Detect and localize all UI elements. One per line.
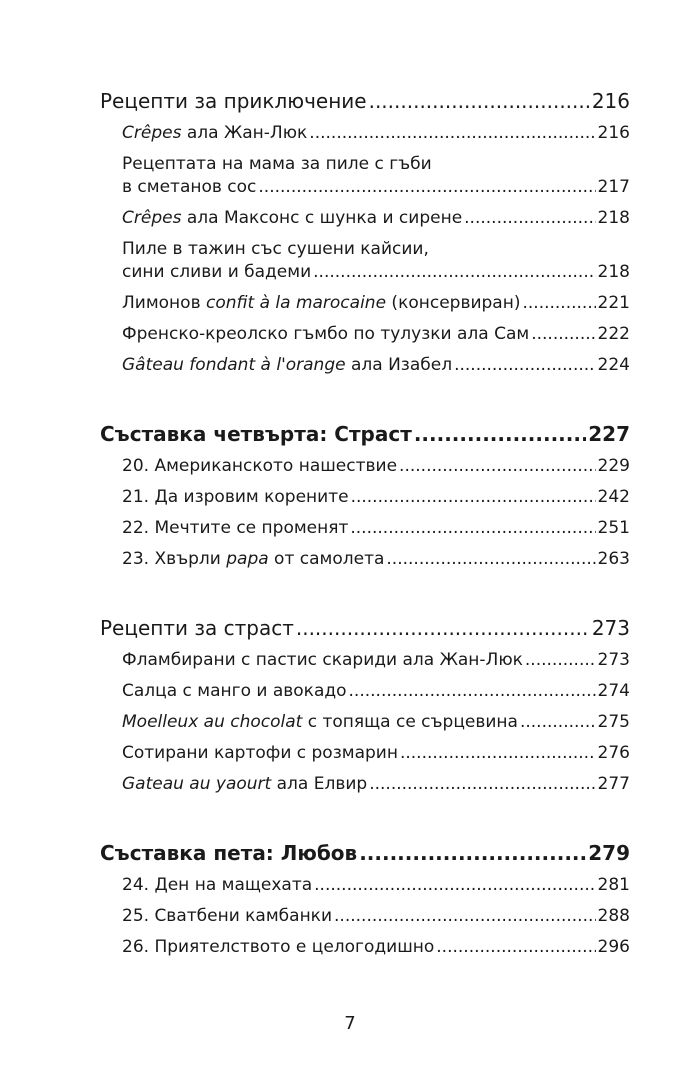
entry-title [122, 323, 529, 346]
entry-title [122, 548, 384, 571]
toc-section [100, 840, 630, 959]
entry-page-number: 222 [597, 324, 630, 344]
entry-title-text: 20. Американското нашествие [122, 456, 398, 476]
dot-leader [313, 261, 595, 284]
entry-title [122, 773, 367, 796]
entry-title-text: сини сливи и бадеми [122, 262, 312, 282]
section-title: Рецепти за страст [100, 616, 294, 640]
entry-list [100, 649, 630, 796]
toc-entry [122, 153, 630, 199]
dot-leader [520, 711, 596, 734]
toc-section [100, 421, 630, 571]
section-title: Рецепти за приключение [100, 89, 367, 113]
entry-page-number: 263 [597, 549, 630, 569]
entry-title-text: Салца с манго и авокадо [122, 681, 347, 701]
entry-title-italic: Gateau au yaourt [122, 774, 272, 794]
dot-leader [359, 840, 586, 866]
entry-title-text: Френско-креолско гъмбо по тулузки ала Сам [122, 324, 530, 344]
entry-title [122, 292, 520, 315]
entry-page-number: 217 [597, 177, 630, 197]
page-number: 7 [344, 1013, 356, 1034]
entry-title-text: 25. Сватбени камбанки [122, 906, 333, 926]
entry-title [122, 261, 311, 284]
dot-leader [454, 354, 595, 377]
toc-section [100, 88, 630, 377]
entry-page-number: 221 [597, 293, 630, 313]
entry-page-number: 281 [597, 875, 630, 895]
entry-title-line: Рецептата на мама за пиле с гъби [122, 154, 432, 174]
toc-entry [122, 548, 630, 571]
entry-title-text: ала Елвир [271, 774, 368, 794]
entry-title [122, 649, 523, 672]
toc-entry [122, 354, 630, 377]
entry-title-text: с топяща се сърцевина [302, 712, 518, 732]
dot-leader [414, 421, 586, 447]
entry-title [122, 905, 332, 928]
entry-list [100, 455, 630, 571]
entry-title-text: в сметанов сос [122, 177, 257, 197]
entry-title-text: Фламбирани с пастис скариди ала Жан-Люк [122, 650, 523, 670]
entry-page-number: 229 [597, 456, 630, 476]
toc-entry [122, 874, 630, 897]
section-heading [100, 615, 630, 641]
dot-leader [351, 486, 596, 509]
entry-title-line: Пиле в тажин със сушени кайсии, [122, 239, 429, 259]
entry-title-text: 21. Да изровим корените [122, 487, 349, 507]
toc-entry [122, 742, 630, 765]
dot-leader [309, 122, 595, 145]
dot-leader [296, 615, 590, 641]
entry-title [122, 742, 398, 765]
entry-title-text: 23. Хвърли [122, 549, 227, 569]
toc-entry [122, 773, 630, 796]
toc-entry [122, 323, 630, 346]
entry-title-text: (консервиран) [386, 293, 521, 313]
dot-leader [369, 773, 595, 796]
entry-page-number: 251 [597, 518, 630, 538]
entry-title-italic: confit à la marocaine [206, 293, 387, 313]
entry-title [122, 874, 312, 897]
table-of-contents [100, 88, 630, 1003]
entry-title [122, 455, 397, 478]
entry-title-italic: Crêpes [122, 208, 182, 228]
dot-leader [522, 292, 595, 315]
toc-entry [122, 905, 630, 928]
entry-title-italic: Crêpes [122, 123, 182, 143]
entry-page-number: 274 [597, 681, 630, 701]
entry-title-text: 22. Мечтите се променят [122, 518, 349, 538]
section-title: Съставка четвърта: Страст [100, 422, 412, 446]
dot-leader [334, 905, 596, 928]
entry-page-number: 275 [597, 712, 630, 732]
section-page-number: 279 [588, 841, 630, 865]
section-page-number: 227 [588, 422, 630, 446]
section-heading [100, 421, 630, 447]
entry-title [122, 207, 462, 230]
dot-leader [400, 742, 596, 765]
entry-title-text: Лимонов [122, 293, 206, 313]
entry-page-number: 224 [597, 355, 630, 375]
section-heading [100, 840, 630, 866]
entry-list [100, 122, 630, 377]
section-page-number: 216 [591, 89, 630, 113]
toc-entry [122, 455, 630, 478]
entry-title-italic: Moelleux au chocolat [122, 712, 303, 732]
dot-leader [399, 455, 596, 478]
dot-leader [386, 548, 595, 571]
toc-entry [122, 680, 630, 703]
entry-title [122, 680, 347, 703]
dot-leader [350, 517, 595, 540]
entry-page-number: 216 [597, 123, 630, 143]
entry-title [122, 486, 349, 509]
entry-page-number: 288 [597, 906, 630, 926]
section-page-number: 273 [591, 616, 630, 640]
entry-title [122, 517, 348, 540]
toc-entry [122, 517, 630, 540]
entry-title-italic: Gâteau fondant à l'orange [122, 355, 346, 375]
entry-list [100, 874, 630, 959]
toc-section [100, 615, 630, 796]
entry-title-italic: papa [226, 549, 269, 569]
entry-title [122, 354, 452, 377]
dot-leader [436, 936, 595, 959]
toc-entry [122, 122, 630, 145]
entry-title-text: ала Изабел [345, 355, 453, 375]
dot-leader [258, 176, 595, 199]
entry-page-number: 276 [597, 743, 630, 763]
entry-page-number: 218 [597, 208, 630, 228]
dot-leader [525, 649, 596, 672]
toc-entry [122, 936, 630, 959]
entry-title [122, 122, 307, 145]
dot-leader [369, 88, 590, 114]
section-heading [100, 88, 630, 114]
entry-title [122, 711, 518, 734]
entry-title [122, 936, 434, 959]
entry-page-number: 273 [597, 650, 630, 670]
entry-page-number: 242 [597, 487, 630, 507]
entry-page-number: 296 [597, 937, 630, 957]
toc-entry [122, 207, 630, 230]
entry-page-number: 218 [597, 262, 630, 282]
entry-title-text: ала Максонс с шунка и сирене [181, 208, 463, 228]
dot-leader [464, 207, 595, 230]
entry-title [122, 176, 256, 199]
entry-title-text: ала Жан-Люк [181, 123, 308, 143]
entry-title-text: Сотирани картофи с розмарин [122, 743, 398, 763]
dot-leader [349, 680, 596, 703]
entry-title-text: 26. Приятелството е целогодишно [122, 937, 435, 957]
entry-title-text: 24. Ден на мащехата [122, 875, 313, 895]
section-title: Съставка пета: Любов [100, 841, 358, 865]
entry-page-number: 277 [597, 774, 630, 794]
dot-leader [531, 323, 595, 346]
dot-leader [314, 874, 595, 897]
entry-title-text: от самолета [268, 549, 385, 569]
toc-entry [122, 292, 630, 315]
toc-entry [122, 486, 630, 509]
toc-entry [122, 711, 630, 734]
toc-entry [122, 238, 630, 284]
toc-entry [122, 649, 630, 672]
